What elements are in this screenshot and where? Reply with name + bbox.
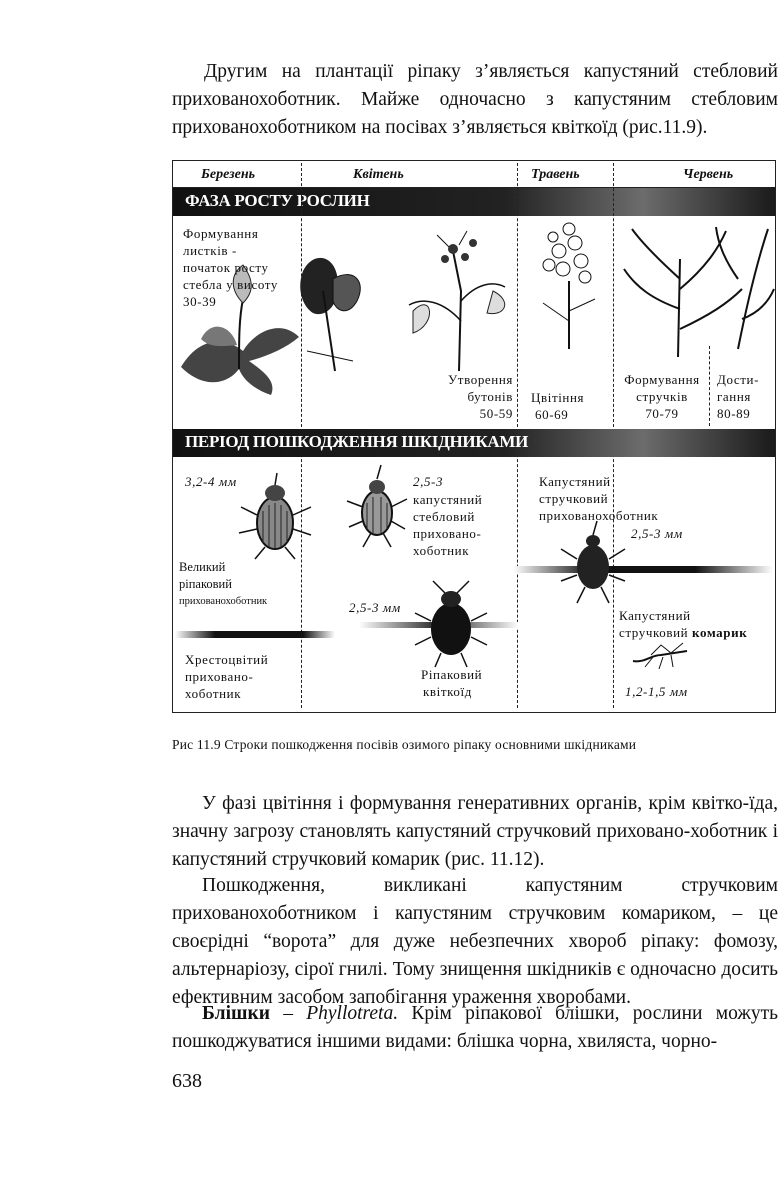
phase-ripening-label: Дости- гання 80-89 [717, 372, 760, 421]
stem-weevil-illustration [341, 461, 411, 551]
cruciferous-weevil-label: Хрестоцвітий приховано- хоботник [185, 652, 269, 701]
month-may: Травень [531, 167, 580, 182]
paragraph-4: Блішки – Phyllotreta. Крім ріпакової блішки, рослини можуть пошкоджуватися іншими видами: блішка чорна, хвиляста, чорно- [172, 1003, 778, 1052]
great-weevil-label: Великий ріпаковий прихованохоботник [179, 560, 268, 607]
damage-period-band [173, 429, 775, 457]
activity-bar-cruciferous-weevil [175, 631, 335, 638]
plant-budding-illustration [373, 221, 523, 381]
pod-weevil-size: 2,5-3 мм [631, 526, 683, 541]
pollen-beetle-illustration [411, 579, 491, 669]
paragraph-2: У фазі цвітіння і формування генеративних органів, крім квітко-їда, значну загрозу становлять капустяний стручковий приховано-хоботник і капустяний стручковий комарик (рис. 11.12). [172, 793, 778, 870]
pest-timeline-figure [172, 160, 776, 713]
growth-phase-band [173, 188, 775, 216]
growth-phase-label: ФАЗА РОСТУ РОСЛИН [185, 191, 370, 210]
activity-bar-pod-weevil [513, 566, 773, 573]
plant-flowering-illustration [523, 221, 613, 351]
pollen-beetle-label: Ріпаковий квіткоїд [421, 667, 483, 699]
pollen-beetle-size: 2,5-3 мм [349, 600, 401, 615]
great-weevil-size: 3,2-4 мм [185, 474, 237, 489]
stem-weevil-size: 2,5-3 [413, 474, 444, 489]
figure-caption: Рис 11.9 Строки пошкодження посівів озимого ріпаку основними шкідниками [172, 737, 637, 752]
phase-flowering-label: Цвітіння 60-69 [531, 390, 585, 422]
intro-paragraph: Другим на плантації ріпаку з’являється капустяний стебловий прихованохоботник. Майже одночасно з капустяним стебловим прихованохоботником на посівах з’являється квіткоїд (рис.11.9). [172, 61, 778, 138]
phase-buds-label: Утворення бутонів 50-59 [448, 372, 513, 421]
great-weevil-illustration [235, 471, 315, 561]
damage-period-label: ПЕРІОД ПОШКОДЖЕННЯ ШКІДНИКАМИ [185, 432, 529, 451]
term-flea-beetles: Блішки [202, 1003, 270, 1024]
plant-pod-formation-illustration [618, 219, 776, 359]
pod-weevil-illustration [553, 519, 633, 609]
latin-name: Phyllotreta. [306, 1003, 399, 1024]
month-april: Квітень [353, 167, 404, 182]
phase-leaves-label: Формування листків - початок росту стебла у висоту 30-39 [183, 226, 278, 309]
page-number: 638 [172, 1070, 202, 1092]
pod-midge-label: Капустяний стручковий комарик [619, 608, 748, 640]
pod-midge-size: 1,2-1,5 мм [625, 684, 688, 699]
phase-pods-label: Формування стручків 70-79 [624, 372, 700, 421]
pod-midge-illustration [631, 641, 691, 671]
month-june: Червень [683, 167, 734, 182]
pod-weevil-label: Капустяний стручковий прихованохоботник [539, 474, 659, 523]
stem-weevil-label: капустяний стебловий приховано- хоботник [413, 492, 483, 558]
paragraph-3: Пошкодження, викликані капустяним стручковим прихованохоботником і капустяним стручковим комариком, – це своєрідні “ворота” для дуже небезпечних хвороб ріпаку: фомозу, альтернаріозу, сірої гнилі. Тому знищення шкідників є одночасно досить ефективним засобом запобігання ураження хворобами. [172, 875, 778, 1008]
month-march: Березень [201, 167, 255, 182]
